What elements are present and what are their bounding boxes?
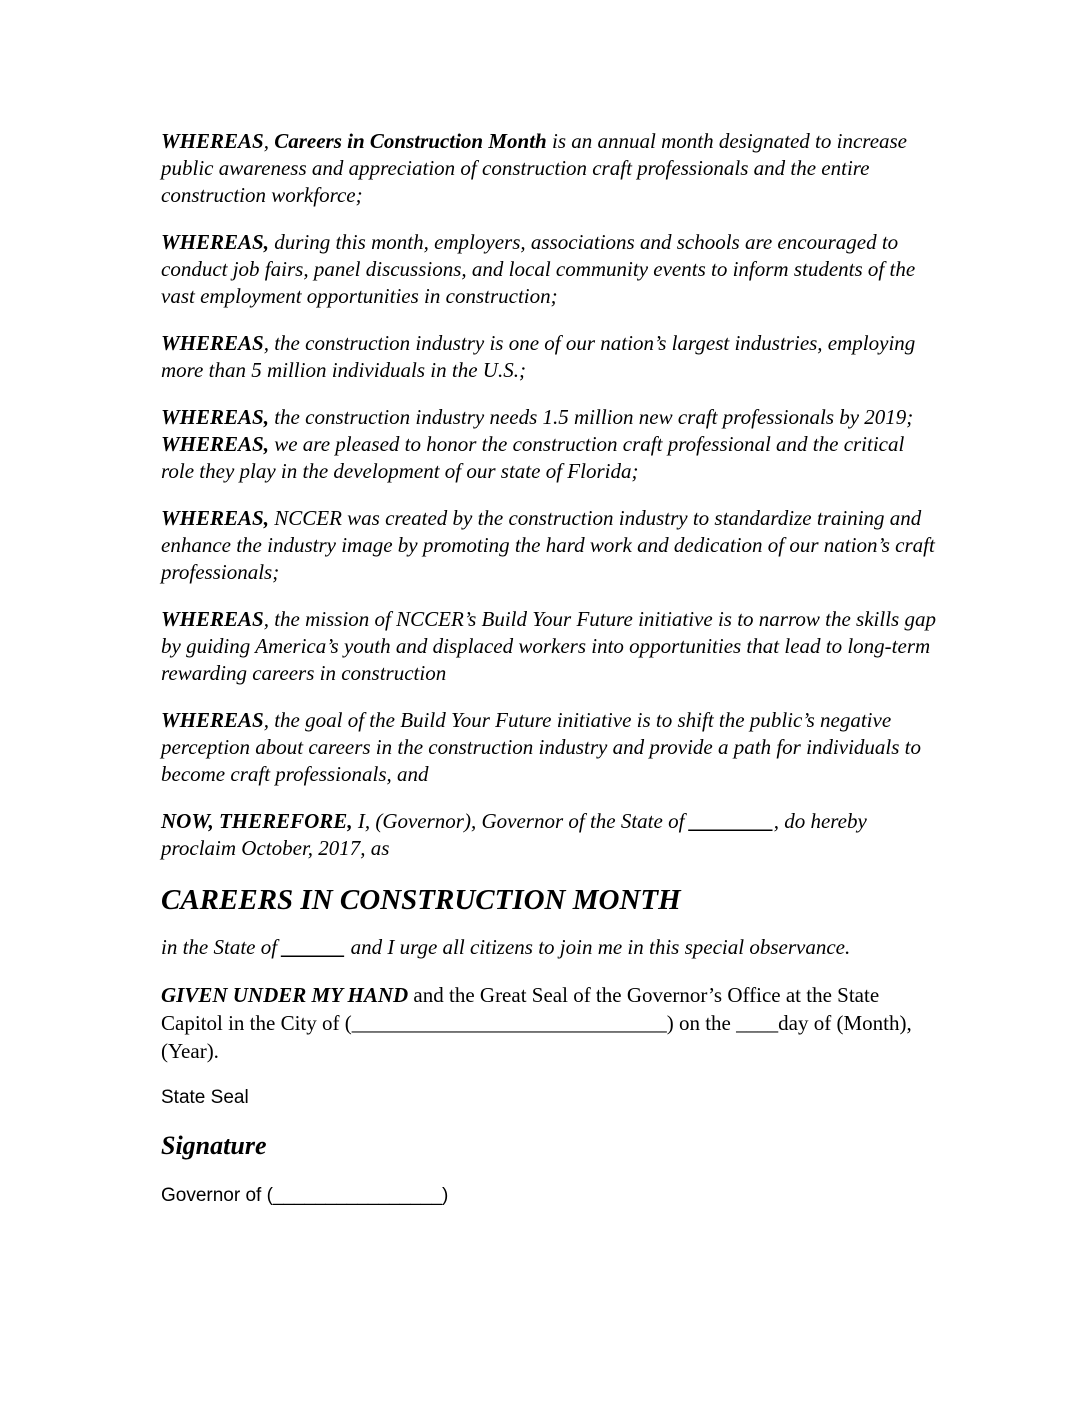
whereas-paragraph-4 (161, 404, 941, 485)
whereas-text: is an annual month designated to increase public awareness and appreciation of construction craft professionals and the entire construction workforce; (161, 129, 908, 207)
given-text-2: ) on the (666, 1011, 737, 1035)
proclamation-document (161, 128, 941, 1227)
careers-month-emphasis: Careers in Construction Month (274, 129, 547, 153)
therefore-text-1: I, (Governor), Governor of the State of (352, 809, 690, 833)
given-under-hand-paragraph (161, 981, 941, 1065)
whereas-lead-second: WHEREAS, (161, 432, 269, 456)
whereas-lead: WHEREAS, (161, 405, 269, 429)
state-observance-line (161, 934, 941, 961)
whereas-text: during this month, employers, associations and schools are encouraged to conduct job fairs, panel discussions, and local community events to inform students of the vast employment opportunities in construction; (161, 230, 916, 308)
whereas-text: NCCER was created by the construction industry to standardize training and enhance the industry image by promoting the hard work and dedication of our nation’s craft professionals; (161, 506, 935, 584)
whereas-text: , the construction industry is one of our nation’s largest industries, employing more than 5 million individuals in the U.S.; (161, 331, 916, 382)
therefore-paragraph (161, 808, 941, 862)
whereas-paragraph-6 (161, 606, 941, 687)
whereas-paragraph-1 (161, 128, 941, 209)
state-blank: ________ (689, 809, 774, 833)
proclamation-heading: CAREERS IN CONSTRUCTION MONTH (161, 884, 681, 916)
whereas-lead: WHEREAS (161, 708, 264, 732)
given-text-3: day of (Month),(Year). (161, 1011, 912, 1063)
whereas-text-second: we are pleased to honor the construction craft professional and the critical role they play in the development of our state of Florida; (161, 432, 905, 483)
whereas-text: , the goal of the Build Your Future initiative is to shift the public’s negative perception about careers in the construction industry and provide a path for individuals to become craft professionals, and (161, 708, 921, 786)
state-seal-label: State Seal (161, 1087, 249, 1108)
whereas-text: the construction industry needs 1.5 million new craft professionals by 2019; (268, 405, 914, 429)
given-lead: GIVEN UNDER MY HAND (161, 983, 409, 1007)
whereas-lead: WHEREAS (161, 607, 264, 631)
day-blank: ____ (736, 1011, 779, 1035)
state-line-text-2: and I urge all citizens to join me in this special observance. (345, 935, 851, 959)
therefore-text-2: , do hereby proclaim October, 2017, as (161, 809, 867, 860)
whereas-lead: WHEREAS, (161, 230, 269, 254)
whereas-paragraph-7 (161, 707, 941, 788)
governor-blank: ________________ (272, 1185, 443, 1206)
whereas-separator: , (263, 129, 275, 153)
governor-line (161, 1183, 941, 1209)
signature-label: Signature (161, 1131, 267, 1160)
state-line-text-1: in the State of (161, 935, 283, 959)
given-text-1: and the Great Seal of the Governor’s Office at the State Capitol in the City of ( (161, 983, 880, 1035)
whereas-lead: WHEREAS, (161, 506, 269, 530)
whereas-paragraph-3 (161, 330, 941, 384)
governor-text-1: Governor of ( (161, 1185, 273, 1206)
whereas-paragraph-2 (161, 229, 941, 310)
state-line-blank: ______ (282, 935, 346, 959)
whereas-text: , the mission of NCCER’s Build Your Future initiative is to narrow the skills gap by guiding America’s youth and displaced workers into opportunities that lead to long-term rewarding careers in construction (161, 607, 936, 685)
whereas-paragraph-5 (161, 505, 941, 586)
city-blank: ______________________________ (351, 1011, 667, 1035)
therefore-lead: NOW, THEREFORE, (161, 809, 353, 833)
whereas-lead: WHEREAS (161, 331, 264, 355)
whereas-lead: WHEREAS (161, 129, 264, 153)
governor-text-2: ) (442, 1185, 449, 1206)
